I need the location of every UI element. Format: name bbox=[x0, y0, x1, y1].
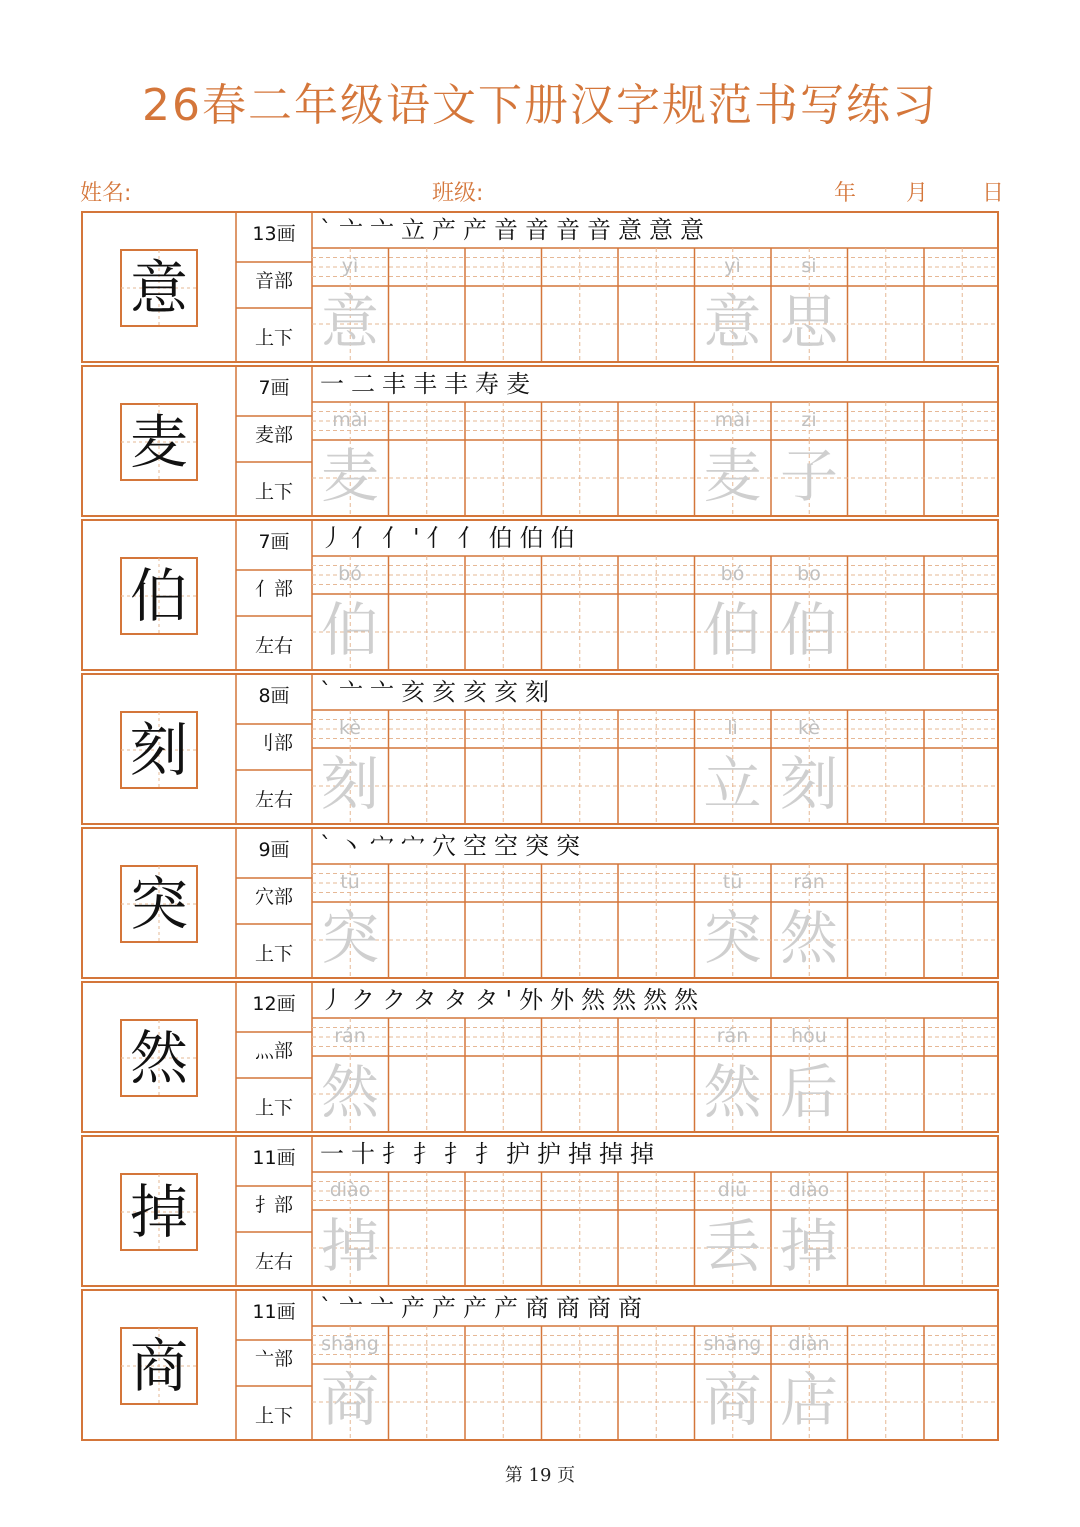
pinyin-text: yì bbox=[341, 255, 359, 277]
structure-label: 左右 bbox=[254, 789, 293, 811]
word-pinyin: tū bbox=[722, 871, 743, 893]
radical-label: 扌部 bbox=[254, 1194, 293, 1216]
radical-label: 亠部 bbox=[254, 1348, 293, 1370]
big-character: 刻 bbox=[129, 716, 188, 784]
year-label: 年 bbox=[834, 181, 857, 206]
word-pinyin: bó bbox=[720, 563, 745, 585]
word-pinyin: kè bbox=[797, 717, 820, 739]
word-character: 然 bbox=[779, 904, 838, 972]
pinyin-text: shāng bbox=[321, 1333, 379, 1355]
stroke-count-label: 7画 bbox=[258, 531, 290, 553]
stroke-order: `丶宀宀穴空空突突 bbox=[320, 832, 587, 860]
word-pinyin: rán bbox=[793, 871, 825, 893]
page-title: 26春二年级语文下册汉字规范书写练习 bbox=[142, 80, 938, 131]
structure-label: 左右 bbox=[254, 1251, 293, 1273]
month-label: 月 bbox=[906, 181, 929, 206]
radical-label: 刂部 bbox=[254, 732, 293, 754]
pinyin-text: tū bbox=[340, 871, 360, 893]
stroke-count-label: 11画 bbox=[252, 1147, 296, 1169]
word-pinyin: diū bbox=[717, 1179, 748, 1201]
word-character: 商 bbox=[703, 1366, 762, 1434]
trace-character: 突 bbox=[320, 904, 379, 972]
stroke-order: 一二丰丰丰寿麦 bbox=[320, 370, 537, 398]
class-label: 班级: bbox=[432, 181, 484, 206]
word-pinyin: bo bbox=[797, 563, 821, 585]
stroke-count-label: 8画 bbox=[258, 685, 290, 707]
trace-character: 刻 bbox=[320, 750, 379, 818]
trace-character: 商 bbox=[320, 1366, 379, 1434]
stroke-count-label: 13画 bbox=[252, 223, 296, 245]
word-pinyin: diào bbox=[788, 1179, 830, 1201]
pinyin-text: diào bbox=[329, 1179, 371, 1201]
word-pinyin: lì bbox=[727, 717, 738, 739]
word-character: 然 bbox=[703, 1058, 762, 1126]
word-character: 伯 bbox=[779, 596, 838, 664]
trace-character: 伯 bbox=[320, 596, 379, 664]
word-character: 伯 bbox=[703, 596, 762, 664]
word-pinyin: shāng bbox=[703, 1333, 762, 1355]
pinyin-text: mài bbox=[332, 409, 368, 431]
stroke-count-label: 7画 bbox=[258, 377, 290, 399]
stroke-order: `亠亠亥亥亥亥刻 bbox=[320, 678, 556, 706]
word-character: 意 bbox=[703, 288, 762, 356]
pinyin-text: kè bbox=[338, 717, 361, 739]
big-character: 麦 bbox=[129, 408, 188, 476]
structure-label: 上下 bbox=[254, 481, 293, 503]
radical-label: 音部 bbox=[254, 270, 293, 292]
word-character: 丢 bbox=[703, 1212, 762, 1280]
stroke-order: 一十扌扌扌扌护护掉掉掉 bbox=[320, 1140, 661, 1168]
stroke-order: `亠亠产产产产商商商商 bbox=[320, 1294, 649, 1322]
word-pinyin: rán bbox=[716, 1025, 749, 1047]
radical-label: 麦部 bbox=[254, 424, 293, 446]
word-pinyin: zi bbox=[801, 409, 817, 431]
structure-label: 上下 bbox=[254, 327, 293, 349]
word-character: 刻 bbox=[779, 750, 838, 818]
pinyin-text: bó bbox=[338, 563, 362, 585]
word-pinyin: si bbox=[801, 255, 817, 277]
trace-character: 麦 bbox=[320, 442, 379, 510]
structure-label: 左右 bbox=[254, 635, 293, 657]
word-pinyin: mài bbox=[714, 409, 751, 431]
name-label: 姓名: bbox=[80, 181, 132, 206]
big-character: 然 bbox=[129, 1024, 188, 1092]
stroke-count-label: 12画 bbox=[252, 993, 296, 1015]
row-border bbox=[82, 366, 998, 516]
trace-character: 掉 bbox=[320, 1212, 379, 1280]
word-pinyin: hòu bbox=[791, 1025, 827, 1047]
pinyin-text: rán bbox=[334, 1025, 366, 1047]
stroke-order: 丿ククタタタ'外外然然然然 bbox=[320, 986, 706, 1014]
big-character: 掉 bbox=[129, 1178, 188, 1246]
structure-label: 上下 bbox=[254, 1097, 293, 1119]
stroke-order: 丿亻亻'亻亻伯伯伯 bbox=[320, 524, 582, 552]
radical-label: 穴部 bbox=[254, 886, 293, 908]
trace-character: 意 bbox=[320, 288, 379, 356]
page-number: 第 19 页 bbox=[504, 1465, 576, 1486]
word-character: 立 bbox=[703, 750, 762, 818]
stroke-count-label: 9画 bbox=[258, 839, 290, 861]
word-character: 子 bbox=[779, 442, 838, 510]
big-character: 商 bbox=[129, 1332, 188, 1400]
word-character: 店 bbox=[779, 1366, 838, 1434]
word-pinyin: diàn bbox=[788, 1333, 830, 1355]
word-character: 掉 bbox=[779, 1212, 838, 1280]
word-character: 思 bbox=[779, 288, 838, 356]
word-character: 后 bbox=[779, 1058, 838, 1126]
day-label: 日 bbox=[982, 181, 1005, 206]
stroke-order: `亠亠立产产音音音音意意意 bbox=[320, 216, 711, 244]
word-character: 突 bbox=[703, 904, 762, 972]
trace-character: 然 bbox=[320, 1058, 379, 1126]
big-character: 伯 bbox=[129, 562, 188, 630]
stroke-count-label: 11画 bbox=[252, 1301, 296, 1323]
radical-label: 灬部 bbox=[254, 1040, 293, 1062]
big-character: 意 bbox=[129, 254, 188, 322]
structure-label: 上下 bbox=[254, 1405, 293, 1427]
word-character: 麦 bbox=[703, 442, 762, 510]
big-character: 突 bbox=[129, 870, 188, 938]
radical-label: 亻部 bbox=[254, 578, 293, 600]
word-pinyin: yì bbox=[724, 255, 741, 277]
structure-label: 上下 bbox=[254, 943, 293, 965]
